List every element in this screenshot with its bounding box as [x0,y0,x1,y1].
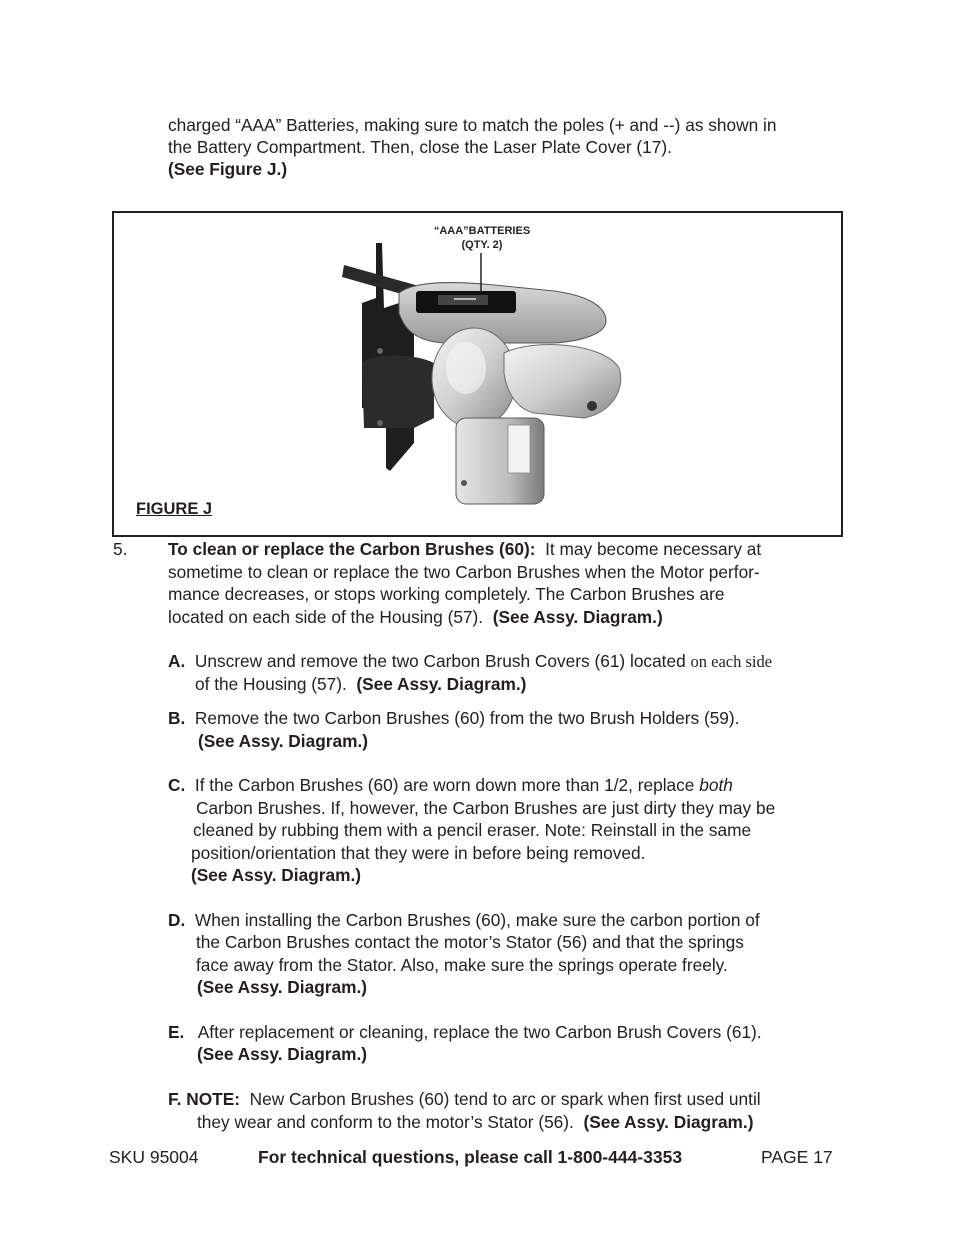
footer-sku: SKU 95004 [109,1147,199,1167]
substep-b-letter: B. [168,708,186,728]
substep-b-ref: (See Assy. Diagram.) [198,731,369,751]
substep-d-letter: D. [168,910,186,930]
callout-quantity: (QTY. 2) [461,239,503,251]
substep-e-text-1: After replacement or cleaning, replace the two Carbon Brush Covers (61). [197,1022,762,1042]
substep-d-line-3: face away from the Stator. Also, make sure the springs operate freely. [196,955,728,975]
substep-d-text-1: When installing the Carbon Brushes (60), make sure the carbon portion of [194,910,760,930]
substep-f-line-1 [168,1088,761,1111]
footer-page-number: PAGE 17 [761,1147,833,1167]
substep-c-line-4: position/orientation that they were in before being removed. [191,843,646,863]
intro-figure-ref: (See Figure J.) [168,159,288,179]
step-5-heading: To clean or replace the Carbon Brushes (60): [168,539,536,559]
substep-c-ref: (See Assy. Diagram.) [191,865,362,885]
callout-batteries: “AAA”BATTERIES [433,225,531,237]
step-5-line-4 [168,606,663,629]
step-5-line-1 [168,538,761,561]
substep-a-letter: A. [168,651,186,671]
substep-d-line-2: the Carbon Brushes contact the motor’s Stator (56) and that the springs [196,932,744,952]
substep-f-ref: (See Assy. Diagram.) [583,1112,754,1132]
substep-d-ref: (See Assy. Diagram.) [197,977,368,997]
step-5-line-3: mance decreases, or stops working completely. The Carbon Brushes are [168,584,725,604]
footer-support-line: For technical questions, please call 1-800-444-3353 [258,1147,683,1167]
substep-f-text-1: New Carbon Brushes (60) tend to arc or spark when first used until [249,1089,761,1109]
substep-c-line-1 [168,774,733,797]
substep-e-letter: E. [168,1022,185,1042]
substep-d-line-1 [168,909,760,932]
substep-b-text-1: Remove the two Carbon Brushes (60) from the two Brush Holders (59). [194,708,740,728]
substep-c-line-3: cleaned by rubbing them with a pencil eraser. Note: Reinstall in the same [193,820,752,840]
substep-a-line-2 [195,673,526,696]
intro-line-1: charged “AAA” Batteries, making sure to match the poles (+ and --) as shown in [168,115,777,135]
substep-e-ref: (See Assy. Diagram.) [197,1044,368,1064]
substep-a-text-1-serif: on each side [690,652,773,671]
step-5-line-1-rest: It may become necessary at [545,539,762,559]
step-5-line-2: sometime to clean or replace the two Carbon Brushes when the Motor perfor- [168,562,760,582]
substep-f-line-2 [197,1111,753,1134]
step-5-line-4-text: located on each side of the Housing (57). [168,607,484,627]
substep-c-letter: C. [168,775,186,795]
substep-c-text-1: If the Carbon Brushes (60) are worn down more than 1/2, replace [194,775,695,795]
substep-a-line-1 [168,650,772,674]
step-5-number: 5. [113,539,128,559]
figure-j [112,211,843,537]
step-5-ref: (See Assy. Diagram.) [492,607,663,627]
substep-e-line-1 [168,1021,762,1044]
substep-c-line-2: Carbon Brushes. If, however, the Carbon Brushes are just dirty they may be [196,798,776,818]
figure-label: FIGURE J [136,500,213,518]
substep-b-line-1 [168,707,739,730]
substep-a-text-2: of the Housing (57). [195,674,347,694]
intro-line-2: the Battery Compartment. Then, close the Laser Plate Cover (17). [168,137,672,157]
substep-a-ref: (See Assy. Diagram.) [356,674,527,694]
laser-saw-photo [114,213,841,535]
substep-c-text-1-italic: both [699,775,733,795]
substep-a-text-1: Unscrew and remove the two Carbon Brush Covers (61) located [194,651,686,671]
substep-f-text-2: they wear and conform to the motor’s Stator (56). [197,1112,574,1132]
substep-f-letter: F. NOTE: [168,1089,241,1109]
